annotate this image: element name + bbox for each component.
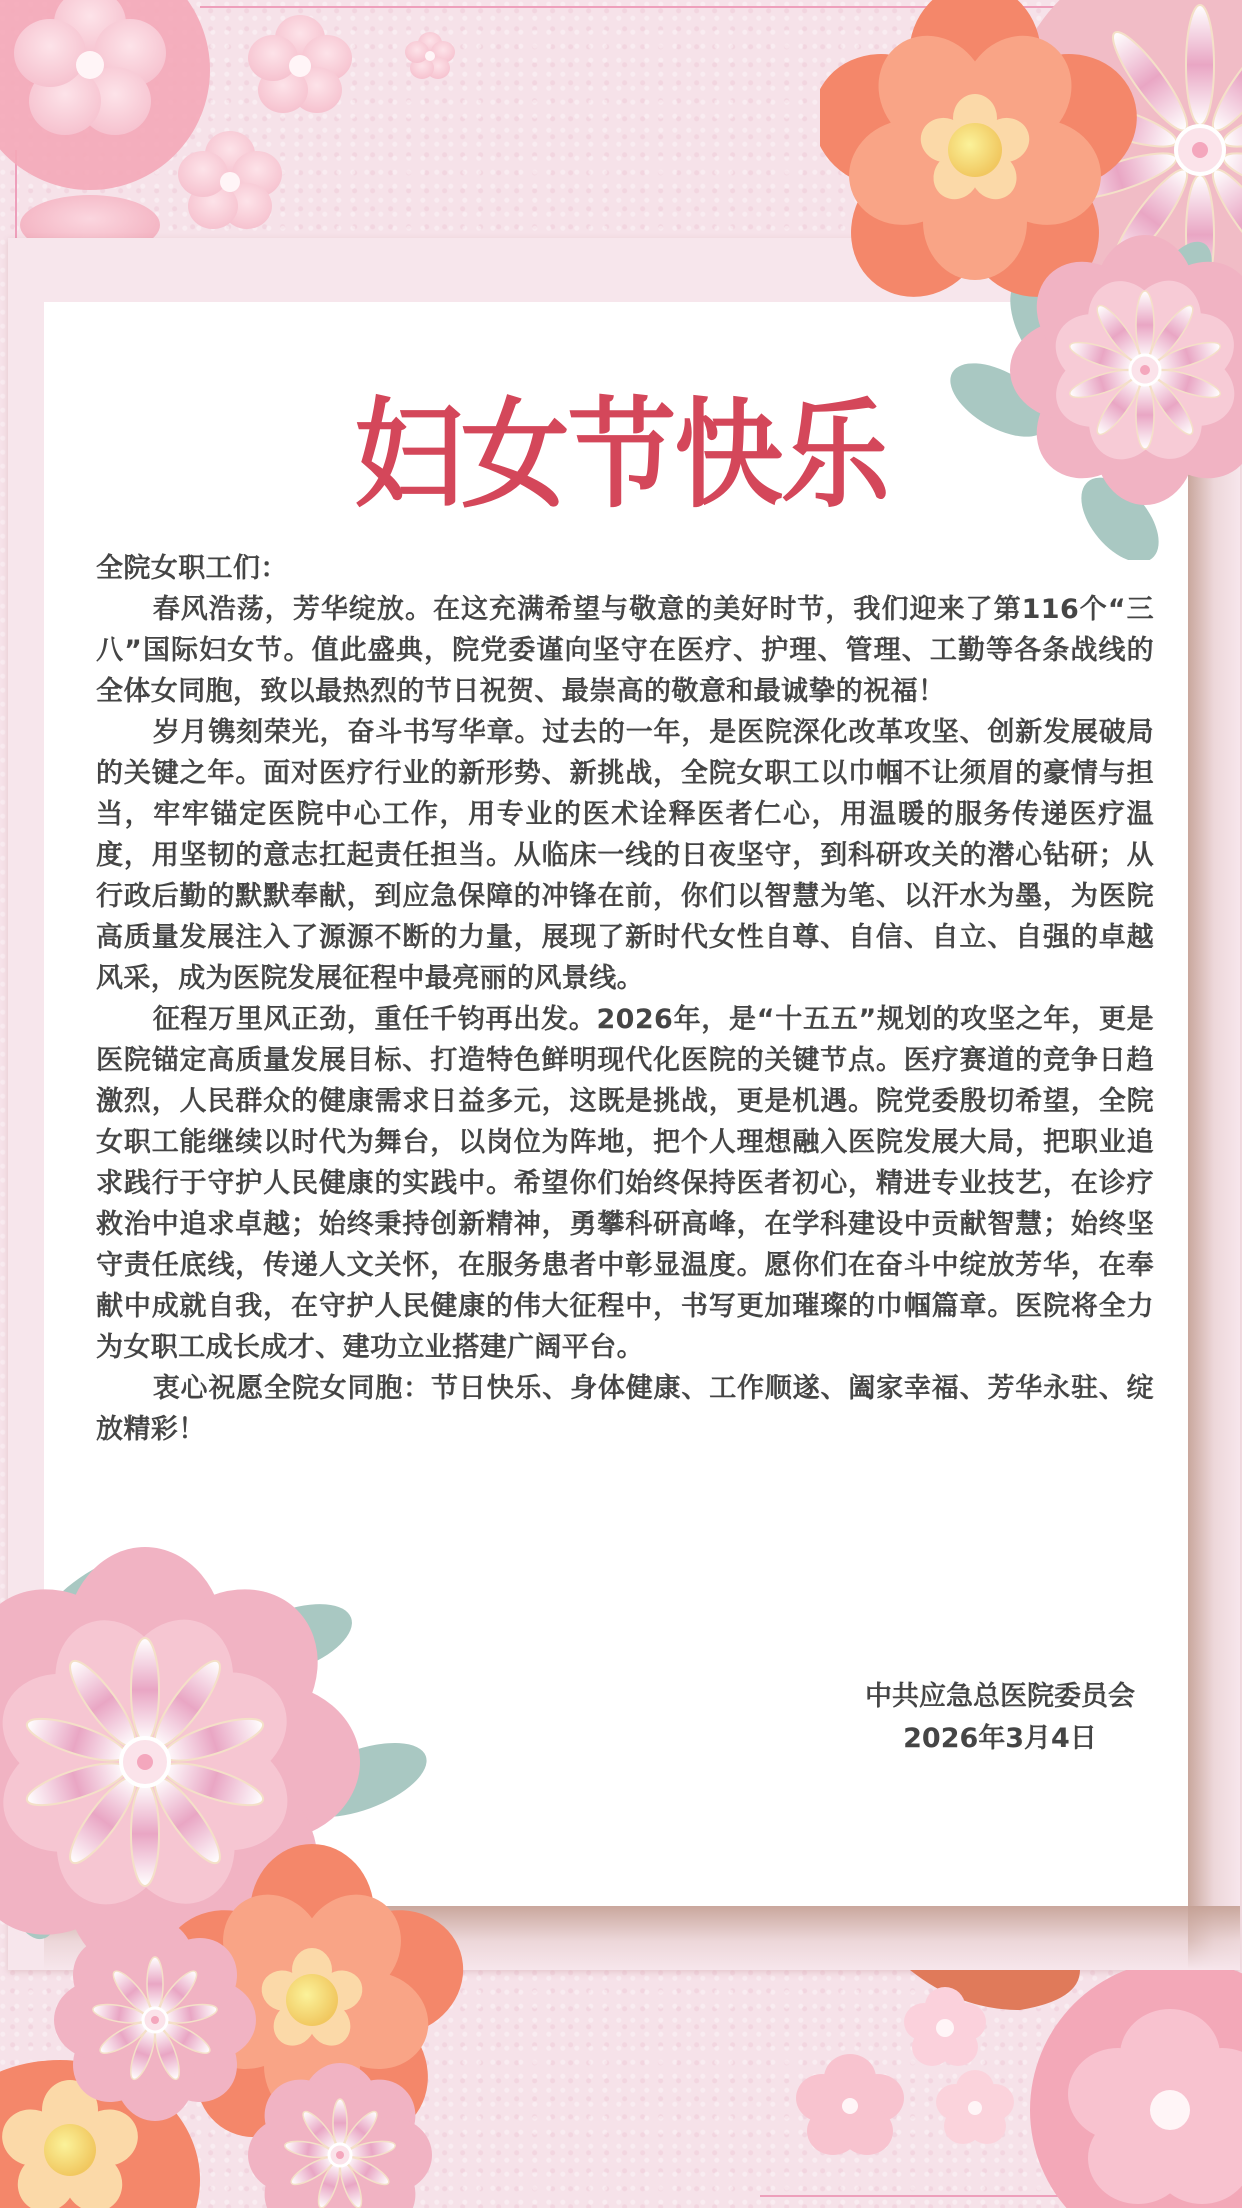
page-title: 妇女节快乐 (354, 386, 888, 524)
flower-decoration-bottom-right (700, 1970, 1242, 2208)
signature-block (830, 1676, 1170, 1760)
signature-date: 2026年3月4日 (903, 1723, 1097, 1754)
letter-paragraph-4: 衷心祝愿全院女同胞：节日快乐、身体健康、工作顺遂、阖家幸福、芳华永驻、绽放精彩！ (96, 1373, 1154, 1445)
letter-paragraph-1: 春风浩荡，芳华绽放。在这充满希望与敬意的美好时节，我们迎来了第116个“三八”国际妇女节。值此盛典，院党委谨向坚守在医疗、护理、管理、工勤等各条战线的全体女同胞，致以最热烈的节日祝贺、最崇高的敬意和最诚挚的祝福！ (96, 594, 1154, 707)
letter-paragraph-3: 征程万里风正劲，重任千钧再出发。2026年，是“十五五”规划的攻坚之年，更是医院锚定高质量发展目标、打造特色鲜明现代化医院的关键节点。医疗赛道的竞争日趋激烈，人民群众的健康需求日益多元，这既是挑战，更是机遇。院党委殷切希望，全院女职工能继续以时代为舞台，以岗位为阵地，把个人理想融入医院发展大局，把职业追求践行于守护人民健康的实践中。希望你们始终保持医者初心，精进专业技艺，在诊疗救治中追求卓越；始终秉持创新精神，勇攀科研高峰，在学科建设中贡献智慧；始终坚守责任底线，传递人文关怀，在服务患者中彰显温度。愿你们在奋斗中绽放芳华，在奉献中成就自我，在守护人民健康的伟大征程中，书写更加璀璨的巾帼篇章。医院将全力为女职工成长成才、建功立业搭建广阔平台。 (96, 1004, 1154, 1363)
signature-organization: 中共应急总医院委员会 (865, 1681, 1135, 1712)
flower-decoration-top-left (0, 0, 480, 240)
letter-salutation: 全院女职工们： (96, 553, 288, 584)
flower-decoration-bottom-left (0, 1540, 480, 2208)
letter-body (96, 548, 1154, 1450)
letter-paragraph-2: 岁月镌刻荣光，奋斗书写华章。过去的一年，是医院深化改革攻坚、创新发展破局的关键之年。面对医疗行业的新形势、新挑战，全院女职工以巾帼不让须眉的豪情与担当，牢牢锚定医院中心工作，用专业的医术诠释医者仁心，用温暖的服务传递医疗温度，用坚韧的意志扛起责任担当。从临床一线的日夜坚守，到科研攻关的潜心钻研；从行政后勤的默默奉献，到应急保障的冲锋在前，你们以智慧为笔、以汗水为墨，为医院高质量发展注入了源源不断的力量，展现了新时代女性自尊、自信、自立、自强的卓越风采，成为医院发展征程中最亮丽的风景线。 (96, 717, 1154, 994)
